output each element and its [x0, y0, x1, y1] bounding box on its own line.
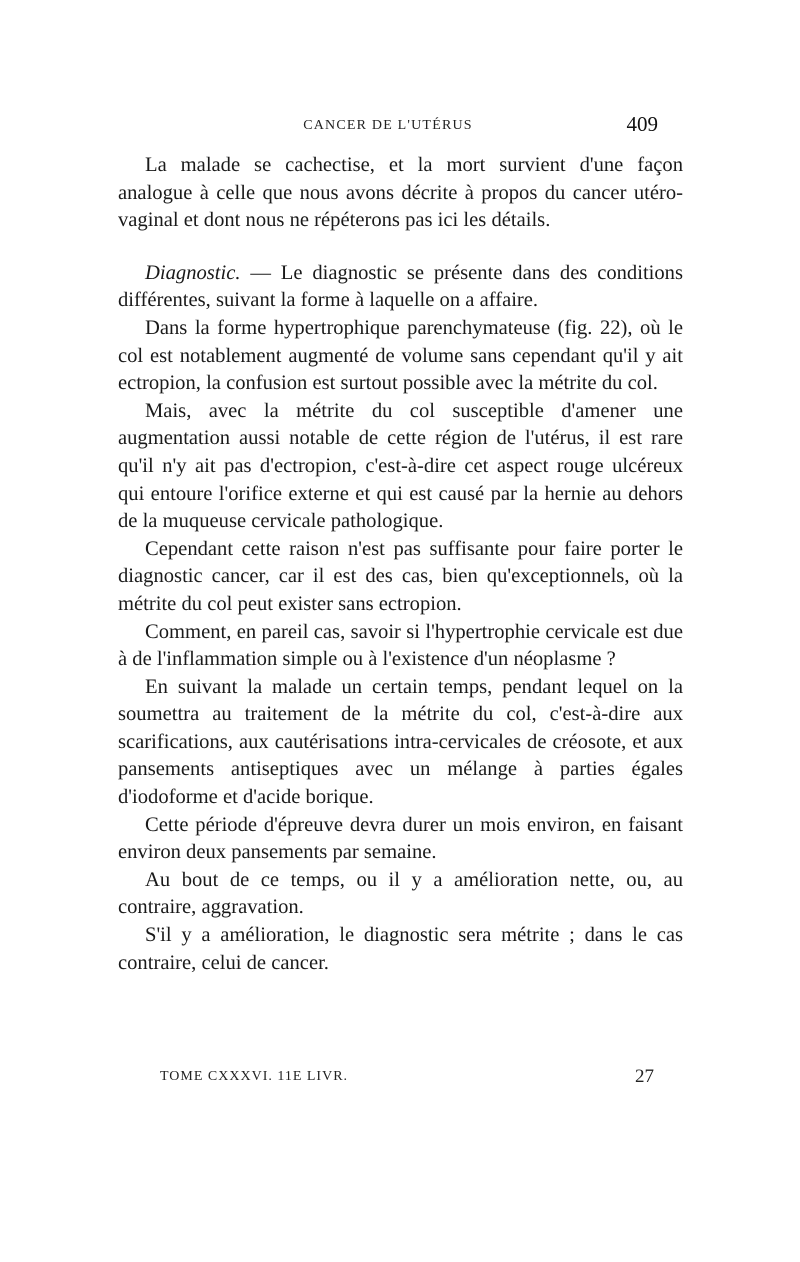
paragraph: S'il y a amélioration, le diagnostic sera métrite ; dans le cas contraire, celui de cancer. — [118, 924, 683, 974]
paragraph: La malade se cachectise, et la mort survient d'une façon analogue à celle que nous avons décrite à propos du cancer utéro-vaginal et dont nous ne répéterons pas ici les détails. — [118, 154, 683, 232]
paragraph: En suivant la malade un certain temps, pendant lequel on la soumettra au traitement de la métrite du col, c'est-à-dire aux scarifications, aux cautérisations intra-cervicales de créosote, et aux pansements antiseptiques avec un mélange à parties égales d'iodoforme et d'acide borique. — [118, 675, 683, 809]
section-heading: Diagnostic. — [145, 261, 241, 284]
paragraph: Cette période d'épreuve devra durer un mois environ, en faisant environ deux pansements par semaine. — [118, 813, 683, 864]
page-number: 409 — [626, 112, 658, 136]
paragraph: Comment, en pareil cas, savoir si l'hypertrophie cervicale est due à de l'inflammation simple ou à l'existence d'un néoplasme ? — [118, 620, 683, 671]
paragraph-text: — Le diagnostic se présente dans des conditions différentes, suivant la forme à laquelle on a affaire. — [118, 261, 683, 312]
page-footer — [160, 1063, 654, 1093]
main-text — [118, 152, 683, 977]
paragraph: Au bout de ce temps, ou il y a amélioration nette, ou, au contraire, aggravation. — [118, 868, 683, 919]
page-header — [118, 112, 658, 144]
paragraph: Dans la forme hypertrophique parenchymateuse (fig. 22), où le col est notablement augmenté de volume sans cependant qu'il y ait ectropion, la confusion est surtout possible avec la métrite du col. — [118, 316, 683, 395]
paragraph: Cependant cette raison n'est pas suffisante pour faire porter le diagnostic cancer, car il est des cas, bien qu'exceptionnels, où la métrite du col peut exister sans ectropion. — [118, 537, 683, 615]
diagnostic-paragraph — [118, 260, 683, 315]
running-title: CANCER DE L'UTÉRUS — [303, 118, 473, 133]
sheet-number: 27 — [635, 1066, 654, 1087]
paragraph: Mais, avec la métrite du col susceptible d'amener une augmentation aussi notable de cette région de l'utérus, il est rare qu'il n'y ait pas d'ectropion, c'est-à-dire cet aspect rouge ulcéreux qui entoure l'orifice externe et qui est causé par la hernie au dehors de la muqueuse cervicale pathologique. — [118, 399, 683, 533]
volume-signature: TOME CXXXVI. 11E LIVR. — [160, 1069, 349, 1084]
